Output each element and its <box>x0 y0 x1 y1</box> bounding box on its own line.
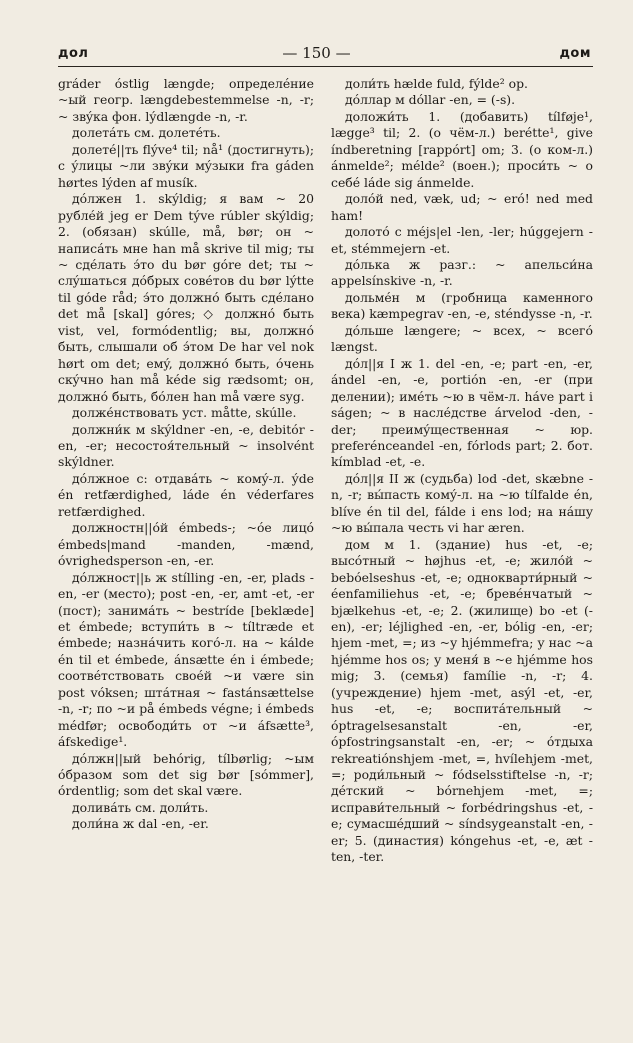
page-header <box>0 0 633 70</box>
dictionary-entry: дóлька ж разг.: ~ апельси́на appelsínskive -n, -r. <box>331 256 593 289</box>
dictionary-entry: дом м 1. (здание) hus -et, -e; высóтный ~ højhus -et, -e; жилóй ~ bebóelseshus -et, -e; однокварти́рный ~ éenfamiliehus -et, -e; бревéнчатый ~ bjælkehus -et, -e; 2. (жилище) bo -et (-en), -er; léjlighed -en, -er, bólig -en, -er; hjem -met, =; из ~у hjémmefra; у нас ~a hjémme hos os; у меня́ в ~e hjémme hos mig; 3. (семья) famílie -n, -r; 4. (учреждение) hjem -met, asýl -et, -er, hus -et, -e; воспитáтельный ~ óptragelsesanstalt -en, -er, ópfostringsanstalt -en, -er; ~ óтдыха rekreatiónshjem -met, =, hvílehjem -met, =; роди́льный ~ fódselsstiftelse -n, -r; дéтский ~ bórnehjem -met, =; исправи́тельный ~ forbédringshus -et, -e; сумасшéдший ~ síndsygeanstalt -en, -er; 5. (династия) kóngehus -et, -e, æt -ten, -ter. <box>331 536 593 865</box>
right-column <box>331 76 593 866</box>
dictionary-entry: должни́к м skýldner -en, -e, debitór -en, -er; несостоя́тельный ~ insolvént skýldner. <box>58 421 314 470</box>
dictionary-entry: дóльше længere; ~ всех, ~ всегó længst. <box>331 322 593 355</box>
dictionary-entry: дóлжн||ый behórig, tílbørlig; ~ым óбразом som det sig bør [sómmer], órdentlig; som det skal være. <box>58 750 314 799</box>
dictionary-entry: должностн||óй émbeds-; ~óе лицó émbeds|mand -manden, -mænd, óvrighedsperson -en, -er. <box>58 520 314 569</box>
dictionary-entry: дольмéн м (гробница каменного века) kæmpegrav -en, -e, sténdysse -n, -r. <box>331 289 593 322</box>
dictionary-entry: доливáть см. доли́ть. <box>72 799 209 815</box>
left-guide-word: дол <box>58 46 89 61</box>
header-rule <box>58 66 593 67</box>
dictionary-entry: доложи́ть 1. (добавить) tílføje¹, lægge³ til; 2. (о чём-л.) berétte¹, give índberetning [rappórt] om; 3. (о ком-л.) ánmelde²; mélde² (воен.); проси́ть ~ о себé láde sig ánmelde. <box>331 108 593 190</box>
right-guide-word: дом <box>559 46 591 61</box>
dictionary-entry: долетáть см. долетéть. <box>72 125 221 141</box>
dictionary-entry: должéнствовать уст. måtte, skúlle. <box>72 405 297 421</box>
dictionary-entry: дóлжное с: отдавáть ~ комý-л. ýde én retfærdighed, láde én véderfares retfærdighed. <box>58 470 314 519</box>
dictionary-entry: доли́ть hælde fuld, fýlde² op. <box>345 76 528 91</box>
dictionary-entry: gráder óstlig længde; определéние ~ый геогр. længdebestemmelse -n, -r; ~ звýка фон. lýdlængde -n, -r. <box>58 76 314 124</box>
dictionary-entry: дóлжен 1. skýldig; я вам ~ 20 рублéй jeg er Dem týve rúbler skýldig; 2. (обязан) skúlle, må, bør; он ~ написáть мне han må skrive til mig; ты ~ сдéлать э́то du bør góre det; ты ~ слýшаться дóбрых совéтов du bør lýtte til góde råd; э́то должнó быть сдéлано det må [skal] góres; ◇ должнó быть vist, vel, formódentlig; вы, должнó быть, слышали об э́том De har vel nok hørt om det; емý, должнó быть, óчень скýчно han må kéde sig rædsomt; он, должнó быть, бóлен han må være syg. <box>58 191 314 404</box>
dictionary-entry: долотó с méjs|el -len, -ler; húggejern -et, stémmejern -et. <box>331 224 593 256</box>
dictionary-entry: дóл||я I ж 1. del -en, -e; part -en, -er, ándel -en, -e, portión -en, -er (при делении); имéть ~ю в чём-л. háve part i ságen; ~ в наслéдстве árvelod -den, -der; преимýщественная ~ юр. preferénceandel -en, fórlods part; 2. бот. kímblad -et, -e. <box>331 355 593 470</box>
dictionary-entry: доли́на ж dal -en, -er. <box>72 816 209 832</box>
dictionary-entry: долетé||ть flýve⁴ til; nå¹ (достигнуть); с ýлицы ~ли звýки мýзыки fra gáden hørtes lýden af musík. <box>58 141 314 190</box>
dictionary-entry: дóллар м dóllar -en, = (-s). <box>345 92 516 108</box>
dictionary-entry: дóлжност||ь ж stílling -en, -er, plads -en, -er (место); post -en, -er, amt -et, -er (пост); занимáть ~ bestríde [beklæde] et émbede; вступи́ть в ~ tíltræde et émbede; назнáчить когó-л. на ~ kálde én til et émbede, ánsætte én i émbede; соотвéтствовать своéй ~и være sin post vóksen; штáтная ~ fastánsættelse -n, -r; по ~и på émbeds végne; i émbeds médfør; освободи́ть от ~и áfsætte³, áfskedige¹. <box>58 569 314 750</box>
dictionary-entry: долóй ned, væk, ud; ~ eró! ned med ham! <box>331 191 593 223</box>
left-column <box>58 76 314 833</box>
dictionary-entry: дóл||я II ж (судьба) lod -det, skæbne -n, -r; вы́пасть комý-л. на ~ю tílfalde én, blíve én til del, fálde i ens lod; на нáшу ~ю вы́пала честь vi har æren. <box>331 470 593 536</box>
page-number: — 150 — <box>282 44 351 62</box>
